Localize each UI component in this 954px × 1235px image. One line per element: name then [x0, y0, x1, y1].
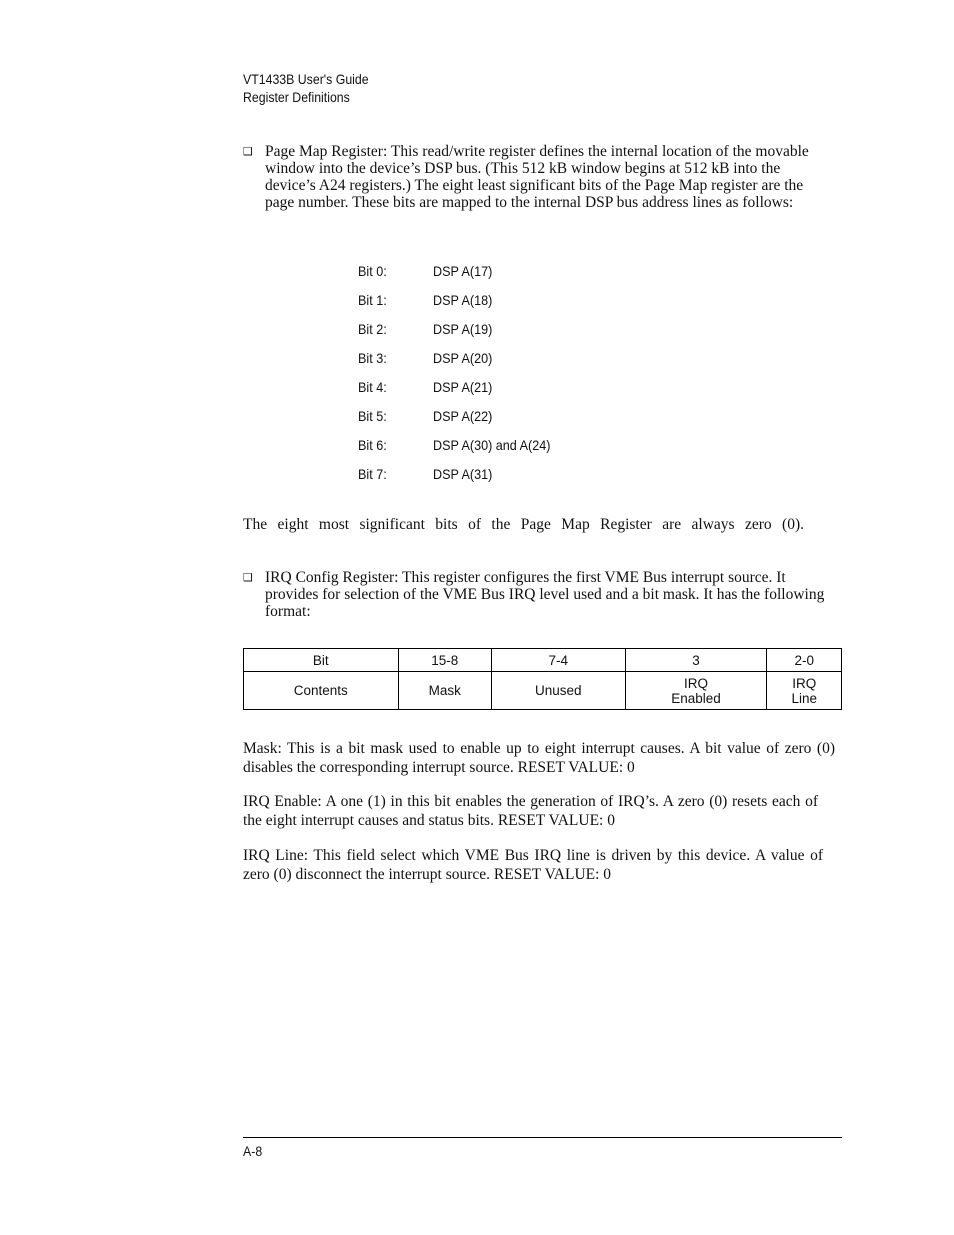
table-cell: 7-4 — [491, 649, 625, 672]
table-cell — [491, 672, 625, 710]
cell-line: IRQ — [792, 675, 817, 691]
running-header — [243, 70, 386, 106]
cell-line: Enabled — [671, 690, 721, 706]
cell-line: Mask — [428, 683, 461, 698]
header-title: VT1433B User's Guide — [243, 71, 369, 87]
bit-value: DSP A(17) — [433, 263, 493, 279]
cell-line: Contents — [293, 683, 348, 698]
page-map-register-text: Page Map Register: This read/write register defines the internal location of the movable window into the device’s DSP bus. (This 512 kB window begins at 512 kB into the device’s A24 registers.) The eight least significant bits of the Page Map register are the page number. These bits are mapped to the internal DSP bus address lines as follows: — [265, 143, 809, 211]
bit-value: DSP A(21) — [433, 379, 493, 395]
table-cell: 3 — [625, 649, 767, 672]
table-cell — [398, 672, 491, 710]
table-cell: 15-8 — [398, 649, 491, 672]
footer-rule — [243, 1137, 842, 1138]
cell-line: Unused — [534, 683, 582, 698]
irq-enable-description: IRQ Enable: A one (1) in this bit enables the generation of IRQ’s. A zero (0) resets each of the eight interrupt causes and status bits. RESET VALUE: 0 — [243, 793, 818, 829]
table-cell — [625, 672, 767, 710]
table-cell: Bit — [244, 649, 399, 672]
mask-description: Mask: This is a bit mask used to enable up to eight interrupt causes. A bit value of zero (0) disables the corresponding interrupt source. RESET VALUE: 0 — [243, 740, 835, 776]
irq-config-register-text: IRQ Config Register: This register configures the first VME Bus interrupt source. It provides for selection of the VME Bus IRQ level used and a bit mask. It has the following format: — [265, 569, 825, 620]
table-cell: 2-0 — [767, 649, 842, 672]
table-cell — [767, 672, 842, 710]
table-row — [244, 649, 842, 672]
bit-label: Bit 4: — [358, 379, 387, 395]
page-number: A-8 — [243, 1143, 263, 1159]
checkbox-bullet-icon: ❑ — [243, 571, 253, 584]
bit-value: DSP A(22) — [433, 408, 493, 424]
msb-note: The eight most significant bits of the Page Map Register are always zero (0). — [243, 516, 804, 533]
table-cell — [244, 672, 399, 710]
cell-line: IRQ — [683, 675, 708, 691]
bit-value: DSP A(19) — [433, 321, 493, 337]
irq-config-register-item — [243, 569, 833, 620]
table-row — [244, 672, 842, 710]
bit-value: DSP A(20) — [433, 350, 493, 366]
header-section: Register Definitions — [243, 89, 350, 105]
bit-label: Bit 3: — [358, 350, 387, 366]
bit-label: Bit 6: — [358, 437, 387, 453]
irq-config-format-table — [243, 648, 842, 710]
bit-label: Bit 0: — [358, 263, 387, 279]
irq-line-description: IRQ Line: This field select which VME Bus IRQ line is driven by this device. A value of zero (0) disconnect the interrupt source. RESET VALUE: 0 — [243, 847, 823, 883]
bit-value: DSP A(30) and A(24) — [433, 437, 551, 453]
cell-line: Line — [791, 690, 817, 706]
bit-value: DSP A(31) — [433, 466, 493, 482]
bit-label: Bit 2: — [358, 321, 387, 337]
bit-label: Bit 1: — [358, 292, 387, 308]
checkbox-bullet-icon: ❑ — [243, 145, 253, 158]
bit-label: Bit 7: — [358, 466, 387, 482]
page-map-register-item — [243, 143, 833, 211]
bit-label: Bit 5: — [358, 408, 387, 424]
bit-value: DSP A(18) — [433, 292, 493, 308]
